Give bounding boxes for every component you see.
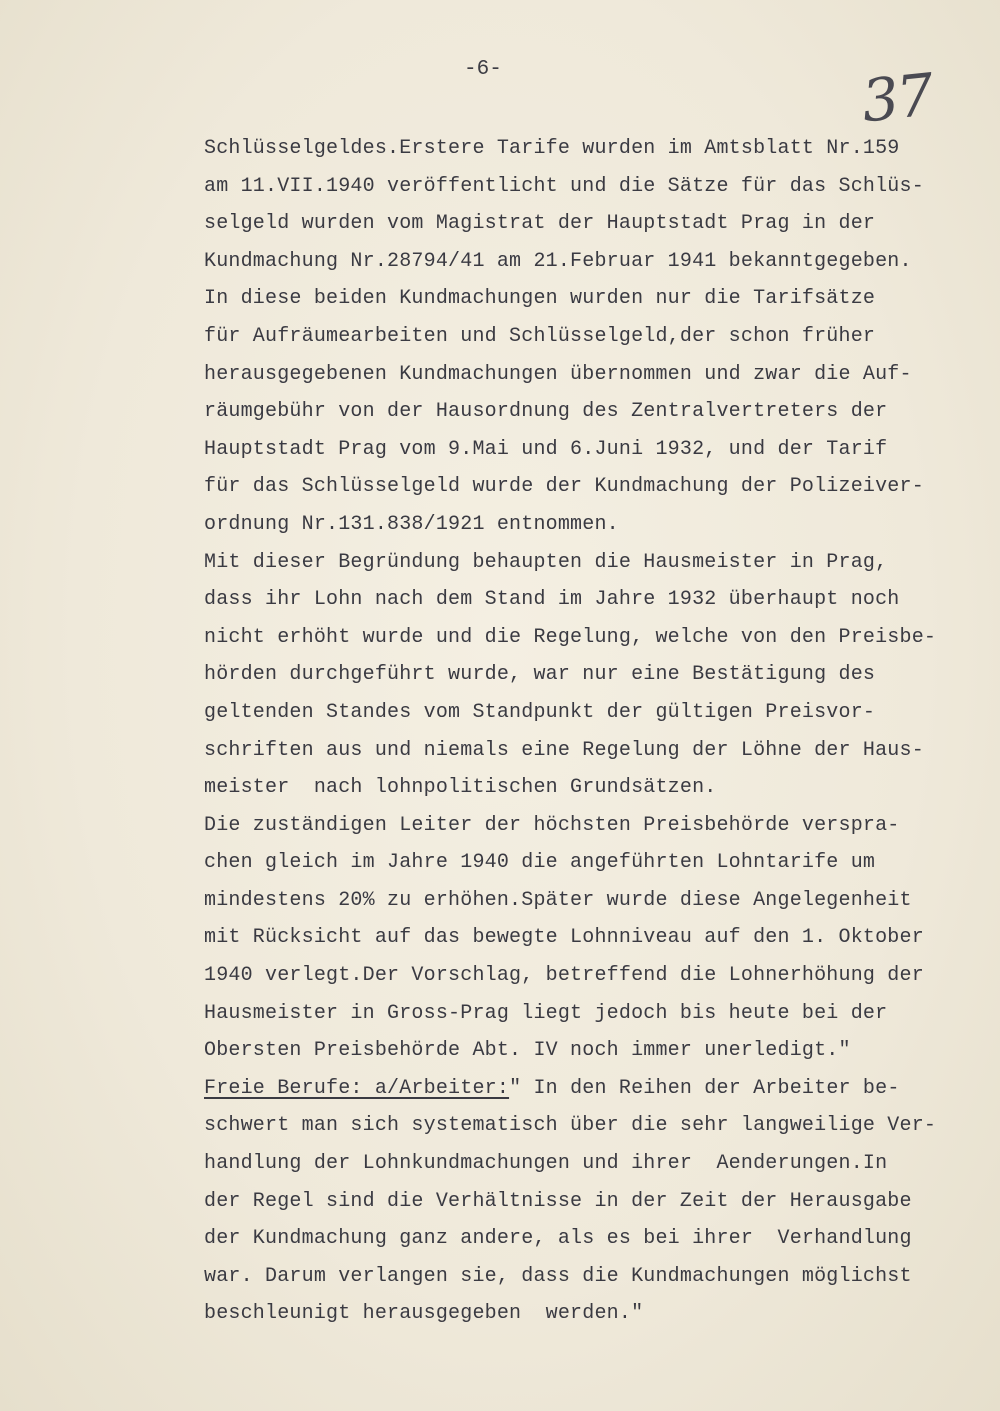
text-line: dass ihr Lohn nach dem Stand im Jahre 1932 überhaupt noch [204, 588, 900, 612]
text-line: für Aufräumearbeiten und Schlüsselgeld,der schon früher [204, 324, 876, 348]
section-heading-line [204, 1070, 964, 1108]
text-line: handlung der Lohnkundmachungen und ihrer Aenderungen.In [204, 1152, 888, 1176]
text-line: 1940 verlegt.Der Vorschlag, betreffend die Lohnerhöhung der [204, 964, 924, 988]
text-line: chen gleich im Jahre 1940 die angeführten Lohntarife um [204, 851, 876, 875]
text-line: beschleunigt herausgegeben werden." [204, 1302, 644, 1326]
text-line: selgeld wurden vom Magistrat der Hauptstadt Prag in der [204, 212, 876, 236]
text-line: geltenden Standes vom Standpunkt der gültigen Preisvor- [204, 700, 876, 724]
text-line: Kundmachung Nr.28794/41 am 21.Februar 1941 bekanntgegeben. [204, 249, 912, 273]
text-line: herausgegebenen Kundmachungen übernommen und zwar die Auf- [204, 362, 912, 386]
text-line: ordnung Nr.131.838/1921 entnommen. [204, 512, 619, 536]
text-line: mit Rücksicht auf das bewegte Lohnniveau auf den 1. Oktober [204, 926, 924, 950]
section-heading-free-professions: Freie Berufe: a/Arbeiter: [204, 1076, 510, 1100]
handwritten-folio-number: 37 [858, 60, 936, 136]
page-number: -6- [464, 58, 502, 81]
text-line: für das Schlüsselgeld wurde der Kundmachung der Polizeiver- [204, 475, 924, 499]
text-line: war. Darum verlangen sie, dass die Kundmachungen möglichst [204, 1264, 912, 1288]
text-line: meister nach lohnpolitischen Grundsätzen. [204, 776, 717, 800]
text-line: der Kundmachung ganz andere, als es bei ihrer Verhandlung [204, 1227, 912, 1251]
text-line: nicht erhöht wurde und die Regelung, welche von den Preisbe- [204, 625, 937, 649]
text-line: Hausmeister in Gross-Prag liegt jedoch bis heute bei der [204, 1001, 888, 1025]
body-text [204, 130, 964, 1333]
text-line: mindestens 20% zu erhöhen.Später wurde diese Angelegenheit [204, 888, 912, 912]
text-line: räumgebühr von der Hausordnung des Zentralvertreters der [204, 400, 888, 424]
text-line: schriften aus und niemals eine Regelung der Löhne der Haus- [204, 738, 924, 762]
text-line: der Regel sind die Verhältnisse in der Zeit der Herausgabe [204, 1189, 912, 1213]
section-heading-continuation: " In den Reihen der Arbeiter be- [509, 1076, 900, 1100]
text-line: Schlüsselgeldes.Erstere Tarife wurden im Amtsblatt Nr.159 [204, 137, 900, 160]
text-line: Die zuständigen Leiter der höchsten Preisbehörde verspra- [204, 813, 900, 837]
text-line: In diese beiden Kundmachungen wurden nur die Tarifsätze [204, 287, 876, 311]
text-line: am 11.VII.1940 veröffentlicht und die Sätze für das Schlüs- [204, 174, 924, 198]
text-line: schwert man sich systematisch über die sehr langweilige Ver- [204, 1114, 937, 1138]
text-line: Hauptstadt Prag vom 9.Mai und 6.Juni 1932, und der Tarif [204, 437, 888, 461]
text-line: Obersten Preisbehörde Abt. IV noch immer unerledigt." [204, 1039, 851, 1063]
text-line: hörden durchgeführt wurde, war nur eine Bestätigung des [204, 663, 876, 687]
text-line: Mit dieser Begründung behaupten die Hausmeister in Prag, [204, 550, 888, 574]
